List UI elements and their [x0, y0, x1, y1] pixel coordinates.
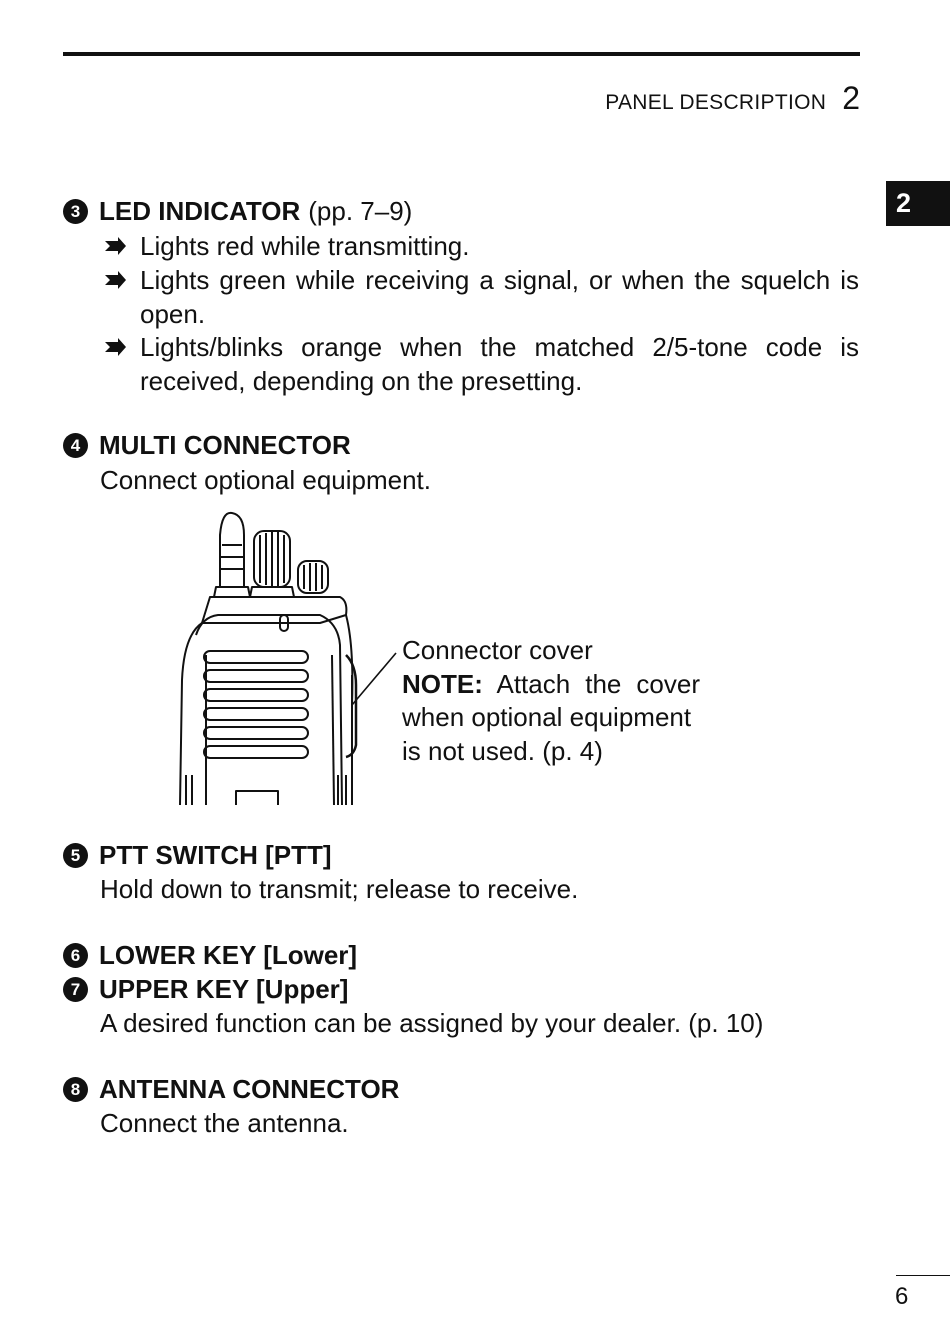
callout-note-text: is not used. (p. 4) [402, 735, 603, 766]
item-description: Connect optional equipment. [100, 465, 432, 495]
item-description: Hold down to transmit; release to receive. [100, 874, 579, 904]
bullet-text: Lights red while transmitting. [140, 231, 470, 261]
connector-cover-callout [402, 634, 700, 768]
item-marker: 6 [63, 943, 88, 968]
item-led-indicator [63, 196, 412, 227]
bullet-text: Lights/blinks orange when the matched 2/5-tone code is received, depending on the presetting. [140, 332, 859, 396]
callout-note-text: when optional equipment [402, 702, 692, 732]
item-title: UPPER KEY [Upper] [99, 974, 349, 1004]
item-description: Connect the antenna. [100, 1108, 349, 1138]
item-lower-key [63, 940, 357, 971]
running-head [605, 80, 860, 117]
page-number: 6 [895, 1283, 909, 1310]
item-ptt-switch [63, 840, 332, 871]
arrow-bullet-icon [104, 229, 128, 263]
item-title: MULTI CONNECTOR [99, 430, 351, 460]
item-description: A desired function can be assigned by your dealer. (p. 10) [100, 1008, 764, 1038]
item-multi-connector [63, 430, 351, 461]
note-label: NOTE: [402, 668, 483, 699]
callout-note: NOTE: Attach the cover [402, 668, 700, 699]
item-antenna-connector [63, 1074, 399, 1105]
bullet-item [140, 330, 859, 398]
item-title: LOWER KEY [Lower] [99, 940, 358, 970]
page-number-rule [896, 1275, 950, 1276]
item-title: ANTENNA CONNECTOR [99, 1074, 400, 1104]
item-marker: 4 [63, 433, 88, 458]
section-title: PANEL DESCRIPTION [605, 91, 827, 114]
item-title: PTT SWITCH [PTT] [99, 840, 332, 870]
arrow-bullet-icon [104, 263, 128, 297]
chapter-side-tab: 2 [886, 181, 950, 226]
item-upper-key [63, 974, 348, 1005]
item-marker: 5 [63, 843, 88, 868]
callout-label: Connector cover [402, 635, 593, 665]
bullet-item [140, 229, 859, 263]
bullet-text: Lights green while receiving a signal, or when the squelch is open. [140, 265, 859, 329]
item-page-ref: (pp. 7–9) [308, 196, 413, 226]
bullet-item [140, 263, 859, 331]
arrow-bullet-icon [104, 330, 128, 364]
top-rule [63, 52, 860, 56]
item-marker: 3 [63, 199, 88, 224]
item-marker: 7 [63, 977, 88, 1002]
radio-illustration [170, 505, 410, 810]
chapter-number: 2 [842, 80, 860, 116]
item-marker: 8 [63, 1077, 88, 1102]
item-title: LED INDICATOR [99, 196, 301, 226]
